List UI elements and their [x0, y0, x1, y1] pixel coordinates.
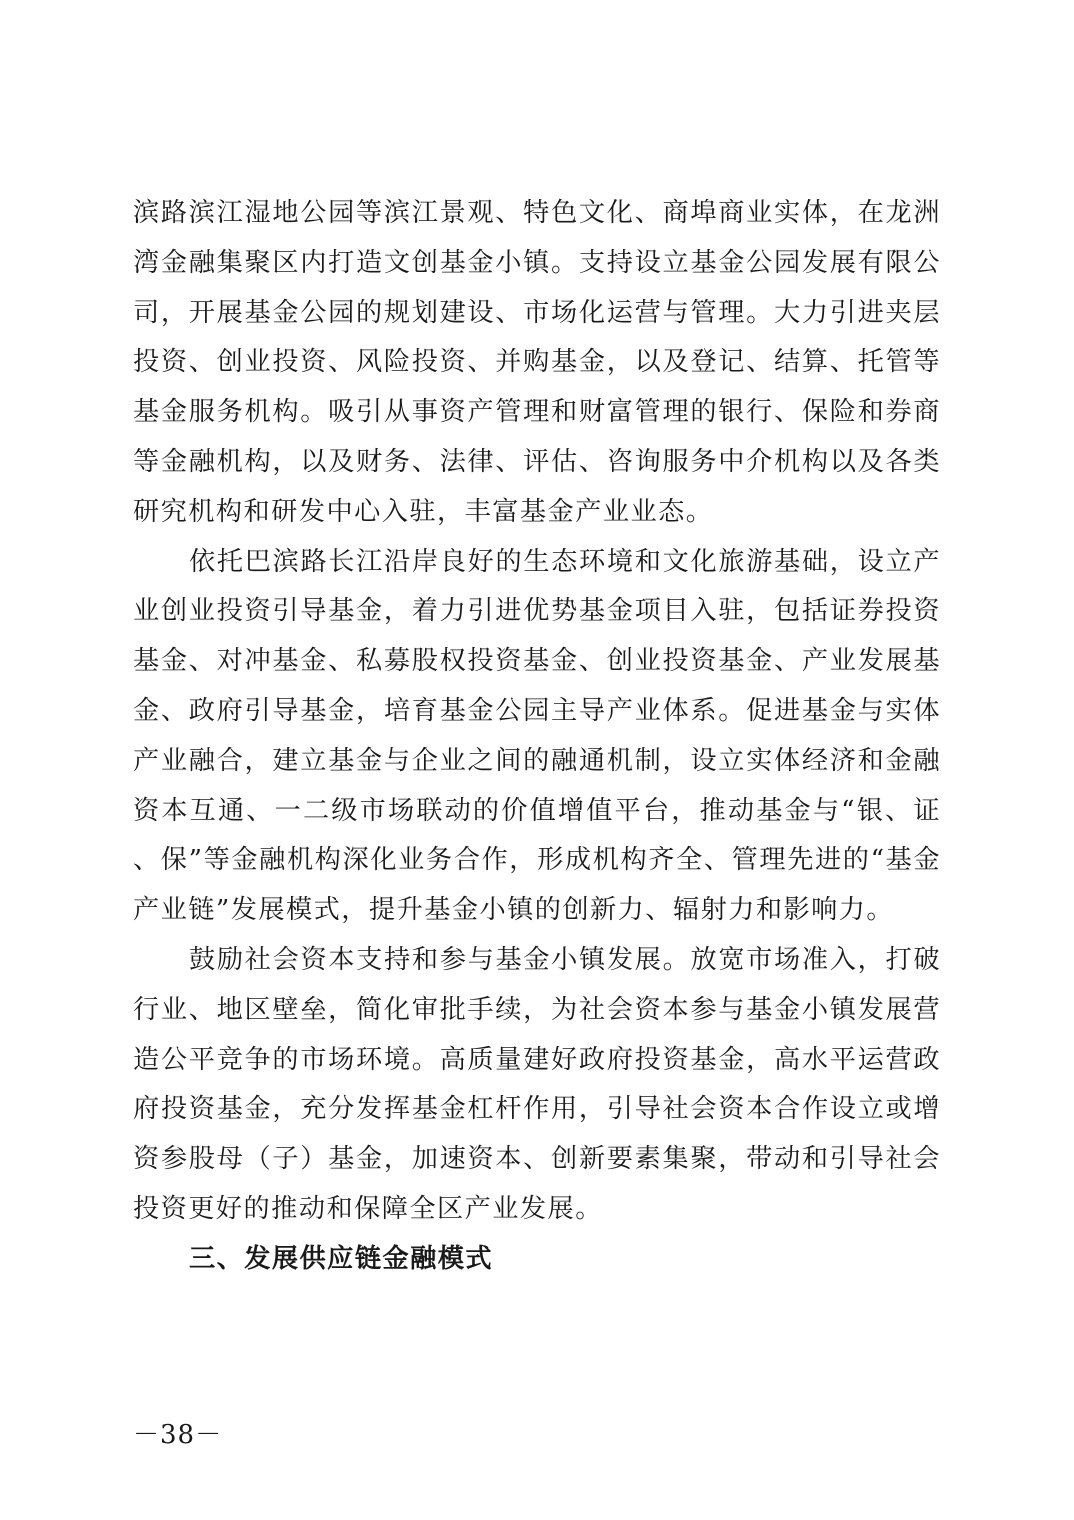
page-number: －38－ — [133, 1420, 223, 1450]
paragraph-fund-industry: 依托巴滨路长江沿岸良好的生态环境和文化旅游基础，设立产业创业投资引导基金，着力引进优势基金项目入驻，包括证券投资基金、对冲基金、私募股权投资基金、创业投资基金、产业发展基金、政府引导基金，培育基金公园主导产业体系。促进基金与实体产业融合，建立基金与企业之间的融通机制，设立实体经济和金融资本互通、一二级市场联动的价值增值平台，推动基金与“银、证、保”等金融机构深化业务合作，形成机构齐全、管理先进的“基金产业链”发展模式，提升基金小镇的创新力、辐射力和影响力。 — [133, 546, 941, 926]
paragraph-social-capital: 鼓励社会资本支持和参与基金小镇发展。放宽市场准入，打破行业、地区壁垒，简化审批手续，为社会资本参与基金小镇发展营造公平竞争的市场环境。高质量建好政府投资基金，高水平运营政府投资基金，充分发挥基金杠杆作用，引导社会资本合作设立或增资参股母（子）基金，加速资本、创新要素集聚，带动和引导社会投资更好的推动和保障全区产业发展。 — [133, 944, 941, 1224]
page-body — [133, 189, 941, 1285]
paragraph-continued: 滨路滨江湿地公园等滨江景观、特色文化、商埠商业实体，在龙洲湾金融集聚区内打造文创基金小镇。支持设立基金公园发展有限公司，开展基金公园的规划建设、市场化运营与管理。大力引进夹层投资、创业投资、风险投资、并购基金，以及登记、结算、托管等基金服务机构。吸引从事资产管理和财富管理的银行、保险和券商等金融机构，以及财务、法律、评估、咨询服务中介机构以及各类研究机构和研发中心入驻，丰富基金产业业态。 — [133, 198, 941, 527]
section-heading: 三、发展供应链金融模式 — [189, 1243, 494, 1274]
